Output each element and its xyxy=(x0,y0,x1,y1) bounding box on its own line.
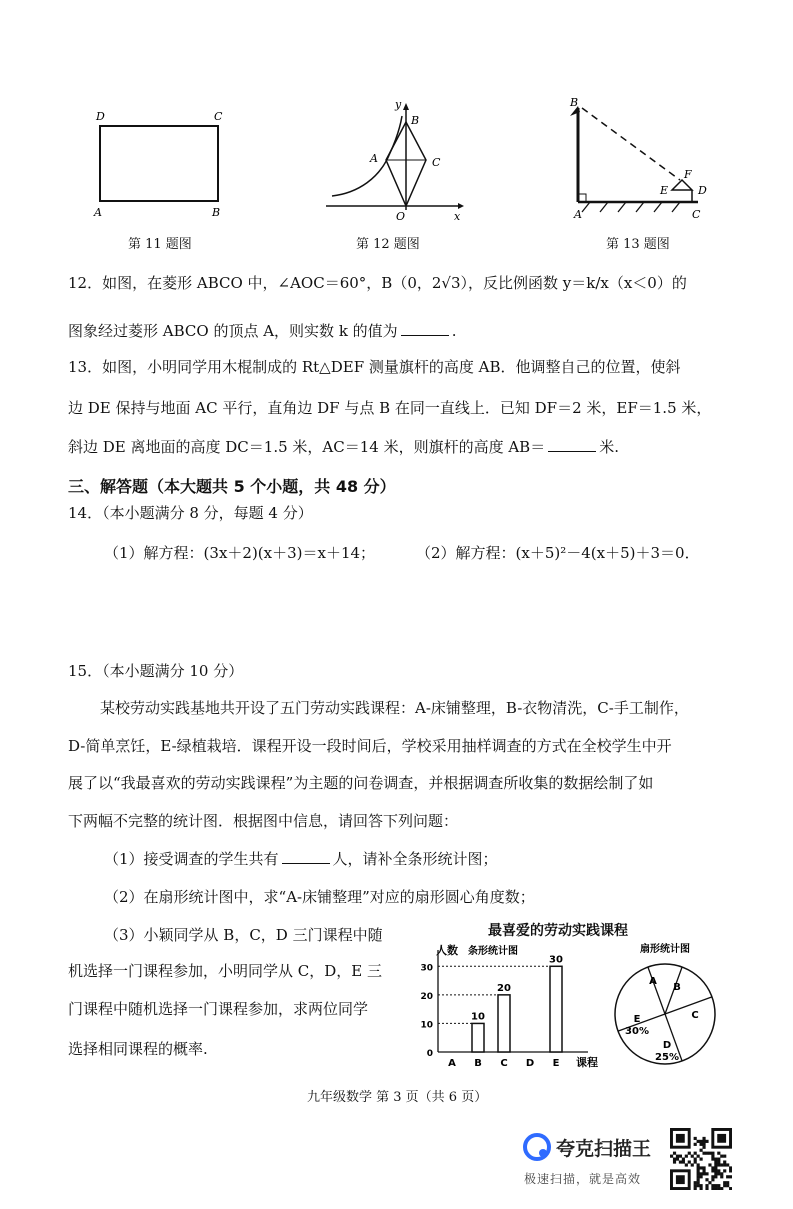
q13-line1: 13．如图，小明同学用木棍制成的 Rt△DEF 测量旗杆的高度 AB．他调整自己的位置，使斜 xyxy=(68,358,681,376)
qr-module xyxy=(717,1160,720,1163)
bar-label-E: 30 xyxy=(549,954,563,966)
qr-module xyxy=(673,1152,676,1155)
q12-line2 xyxy=(68,320,456,342)
bar-chart-ylabel: 人数 xyxy=(436,944,458,957)
q13-line3-end: 米. xyxy=(599,438,619,456)
figure-12 xyxy=(318,98,468,223)
qr-module xyxy=(705,1178,708,1181)
q15-part3-line3: 门课程中随机选择一门课程参加，求两位同学 xyxy=(68,1000,369,1018)
fig11-label-c: C xyxy=(214,110,223,123)
qr-module xyxy=(694,1158,697,1161)
fig12-label-x: x xyxy=(454,210,461,223)
qr-module xyxy=(723,1163,726,1166)
q13-line3 xyxy=(68,436,619,458)
qr-finder-inner xyxy=(676,1175,685,1184)
fig13-label-d: D xyxy=(698,184,707,197)
qr-module xyxy=(723,1184,726,1187)
qr-module xyxy=(720,1155,723,1158)
qr-module xyxy=(694,1137,697,1140)
qr-module xyxy=(711,1169,714,1172)
qr-module xyxy=(676,1158,679,1161)
qr-module xyxy=(729,1187,732,1190)
qr-module xyxy=(700,1149,703,1152)
qr-module xyxy=(723,1160,726,1163)
pie-percent-E: 30% xyxy=(625,1026,649,1037)
qr-module xyxy=(708,1163,711,1166)
qr-module xyxy=(705,1152,708,1155)
qr-module xyxy=(729,1166,732,1169)
pie-label-E: E xyxy=(633,1014,641,1025)
qr-module xyxy=(723,1181,726,1184)
qr-module xyxy=(694,1187,697,1190)
qr-module xyxy=(711,1155,714,1158)
qr-module xyxy=(670,1155,673,1158)
qr-module xyxy=(685,1155,688,1158)
qr-module xyxy=(711,1152,714,1155)
bar-label-C: 20 xyxy=(497,982,511,994)
qr-module xyxy=(697,1172,700,1175)
qr-module xyxy=(711,1175,714,1178)
page-footer: 九年级数学 第 3 页（共 6 页） xyxy=(307,1090,488,1105)
qr-module xyxy=(720,1175,723,1178)
q14-part2: （2）解方程：(x＋5)²－4(x＋5)＋3＝0． xyxy=(416,544,700,562)
qr-finder-inner xyxy=(676,1134,685,1143)
bar-chart-ytick-2: 20 xyxy=(420,991,433,1002)
q15-part3-line4: 选择相同课程的概率. xyxy=(68,1040,208,1058)
fig12-label-a: A xyxy=(370,152,378,165)
qr-module xyxy=(708,1181,711,1184)
qr-module xyxy=(682,1160,685,1163)
qr-module xyxy=(717,1169,720,1172)
qr-module xyxy=(714,1160,717,1163)
qr-module xyxy=(711,1178,714,1181)
q15-body4: 下两幅不完整的统计图．根据图中信息，请回答下列问题： xyxy=(68,812,459,830)
qr-module xyxy=(723,1169,726,1172)
fig11-label-a: A xyxy=(94,206,102,219)
q15-body2: D-简单烹饪，E-绿植栽培．课程开设一段时间后，学校采用抽样调查的方式在全校学生中开 xyxy=(68,737,672,755)
q13-line3-text: 斜边 DE 离地面的高度 DC＝1.5 米，AC＝14 米，则旗杆的高度 AB＝ xyxy=(68,438,546,456)
qr-module xyxy=(714,1163,717,1166)
qr-module xyxy=(700,1175,703,1178)
qr-module xyxy=(720,1187,723,1190)
fig13-label-b: B xyxy=(570,96,579,109)
qr-module xyxy=(682,1158,685,1161)
qr-module xyxy=(711,1184,714,1187)
qr-module xyxy=(711,1158,714,1161)
bar-chart-ytick-0: 0 xyxy=(426,1049,433,1059)
q13-answer-blank[interactable] xyxy=(548,437,596,452)
fig12-caption: 第 12 题图 xyxy=(356,237,420,252)
fig11-caption: 第 11 题图 xyxy=(128,237,192,252)
qr-module xyxy=(697,1166,700,1169)
qr-module xyxy=(714,1184,717,1187)
figure-13 xyxy=(560,96,720,226)
qr-module xyxy=(688,1160,691,1163)
qr-module xyxy=(717,1172,720,1175)
qr-module xyxy=(705,1140,708,1143)
pie-chart-title: 扇形统计图 xyxy=(640,944,690,955)
qr-module xyxy=(700,1172,703,1175)
qr-module xyxy=(726,1163,729,1166)
qr-module xyxy=(694,1143,697,1146)
qr-module xyxy=(694,1181,697,1184)
scanner-watermark xyxy=(520,1128,670,1188)
bar-B xyxy=(472,1023,484,1052)
qr-module xyxy=(711,1187,714,1190)
q15-body3: 展了以“我最喜欢的劳动实践课程”为主题的问卷调查，并根据调查所收集的数据绘制了如 xyxy=(68,774,654,792)
pie-label-B: B xyxy=(673,982,681,993)
qr-module xyxy=(697,1163,700,1166)
qr-module xyxy=(714,1166,717,1169)
qr-module xyxy=(729,1169,732,1172)
pie-chart xyxy=(600,940,730,1070)
qr-module xyxy=(717,1158,720,1161)
pie-label-C: C xyxy=(691,1010,699,1021)
q15-part1-text-a: （1）接受调查的学生共有 xyxy=(104,850,279,868)
qr-module xyxy=(729,1175,732,1178)
qr-module xyxy=(726,1181,729,1184)
qr-module xyxy=(726,1184,729,1187)
bar-E xyxy=(550,966,562,1052)
qr-module xyxy=(702,1143,705,1146)
qr-module xyxy=(679,1155,682,1158)
fig11-label-d: D xyxy=(96,110,105,123)
pie-label-D: D xyxy=(662,1040,672,1051)
qr-module xyxy=(711,1166,714,1169)
qr-module xyxy=(708,1152,711,1155)
bar-chart-category-E: E xyxy=(552,1058,560,1069)
scanner-logo-icon xyxy=(522,1132,552,1162)
q14-part1: （1）解方程：(3x＋2)(x＋3)＝x＋14； xyxy=(104,544,376,562)
q15-part1-text-b: 人，请补全条形统计图； xyxy=(332,850,498,868)
pie-percent-D: 25% xyxy=(655,1052,679,1063)
bar-chart-ytick-1: 10 xyxy=(420,1020,433,1031)
scanner-brand: 夸克扫描王 xyxy=(556,1138,652,1160)
bar-chart-category-C: C xyxy=(500,1058,508,1069)
qr-module xyxy=(720,1172,723,1175)
qr-module xyxy=(691,1155,694,1158)
fig12-label-b: B xyxy=(411,114,420,127)
bar-label-B: 10 xyxy=(471,1011,485,1023)
bar-chart xyxy=(410,940,600,1070)
qr-module xyxy=(700,1143,703,1146)
qr-module xyxy=(697,1140,700,1143)
chart-main-title: 最喜爱的劳动实践课程 xyxy=(488,923,628,939)
bar-chart-category-D: D xyxy=(525,1058,535,1069)
q15-answer-blank[interactable] xyxy=(282,849,330,864)
fig13-caption: 第 13 题图 xyxy=(606,237,670,252)
fig13-label-a: A xyxy=(574,208,582,221)
qr-module xyxy=(705,1187,708,1190)
fig11-label-b: B xyxy=(212,206,221,219)
scanner-slogan: 极速扫描，就是高效 xyxy=(524,1172,642,1186)
qr-code-icon xyxy=(670,1128,732,1190)
qr-module xyxy=(700,1158,703,1161)
qr-module xyxy=(694,1160,697,1163)
q12-answer-blank[interactable] xyxy=(401,321,449,336)
qr-module xyxy=(714,1187,717,1190)
bar-chart-subtitle: 条形统计图 xyxy=(468,946,518,957)
qr-module xyxy=(702,1140,705,1143)
q13-line2: 边 DE 保持与地面 AC 平行，直角边 DF 与点 B 在同一直线上．已知 DF＝2 米，EF＝1.5 米， xyxy=(68,399,712,417)
qr-module xyxy=(694,1184,697,1187)
q15-body1: 某校劳动实践基地共开设了五门劳动实践课程：A-床铺整理，B-衣物清洗，C-手工制作， xyxy=(100,699,689,717)
qr-module xyxy=(700,1140,703,1143)
bar-chart-category-A: A xyxy=(448,1058,456,1069)
qr-module xyxy=(714,1172,717,1175)
qr-module xyxy=(705,1172,708,1175)
qr-module xyxy=(702,1169,705,1172)
qr-module xyxy=(717,1184,720,1187)
q12-line2-end: . xyxy=(451,322,457,340)
qr-module xyxy=(676,1155,679,1158)
q14-head: 14．（本小题满分 8 分，每题 4 分） xyxy=(68,504,313,522)
fig13-label-e: E xyxy=(660,184,669,197)
qr-module xyxy=(702,1137,705,1140)
qr-module xyxy=(717,1187,720,1190)
fig12-label-o: O xyxy=(396,210,406,223)
qr-module xyxy=(714,1158,717,1161)
qr-module xyxy=(697,1181,700,1184)
qr-module xyxy=(717,1152,720,1155)
bar-chart-ytick-3: 30 xyxy=(420,963,433,974)
qr-module xyxy=(697,1169,700,1172)
qr-module xyxy=(717,1163,720,1166)
qr-module xyxy=(673,1158,676,1161)
qr-module xyxy=(700,1187,703,1190)
fig12-label-y: y xyxy=(395,98,402,111)
qr-module xyxy=(700,1184,703,1187)
qr-module xyxy=(714,1175,717,1178)
qr-module xyxy=(685,1163,688,1166)
qr-module xyxy=(694,1152,697,1155)
qr-module xyxy=(702,1152,705,1155)
qr-module xyxy=(723,1155,726,1158)
qr-module xyxy=(720,1163,723,1166)
bar-C xyxy=(498,995,510,1052)
fig12-label-c: C xyxy=(432,156,441,169)
qr-module xyxy=(679,1160,682,1163)
qr-module xyxy=(726,1175,729,1178)
qr-finder-inner xyxy=(717,1134,726,1143)
qr-module xyxy=(697,1184,700,1187)
q15-part3-line2: 机选择一门课程参加，小明同学从 C，D，E 三 xyxy=(68,962,382,980)
qr-module xyxy=(714,1169,717,1172)
q12-line2-text: 图象经过菱形 ABCO 的顶点 A，则实数 k 的值为 xyxy=(68,322,398,340)
section-3-title: 三、解答题（本大题共 5 个小题，共 48 分） xyxy=(68,477,396,496)
q15-head: 15．（本小题满分 10 分） xyxy=(68,662,244,680)
q12-line1: 12．如图，在菱形 ABCO 中，∠AOC＝60°，B（0，2√3），反比例函数 y＝k/x（x＜0）的 xyxy=(68,274,687,292)
qr-module xyxy=(705,1184,708,1187)
qr-module xyxy=(702,1166,705,1169)
bar-chart-xlabel: 课程 xyxy=(576,1056,598,1069)
qr-module xyxy=(673,1160,676,1163)
qr-module xyxy=(688,1152,691,1155)
bar-chart-category-B: B xyxy=(474,1058,482,1069)
figure-11 xyxy=(90,108,230,223)
q15-part3-line1: （3）小颖同学从 B，C，D 三门课程中随 xyxy=(104,926,383,944)
fig13-label-f: F xyxy=(684,168,692,181)
qr-module xyxy=(702,1146,705,1149)
q15-part1 xyxy=(104,848,498,870)
qr-module xyxy=(697,1155,700,1158)
qr-module xyxy=(697,1175,700,1178)
qr-module xyxy=(700,1166,703,1169)
q15-part2: （2）在扇形统计图中，求“A-床铺整理”对应的扇形圆心角度数； xyxy=(104,888,535,906)
fig13-label-c: C xyxy=(692,208,701,221)
qr-module xyxy=(691,1163,694,1166)
qr-module xyxy=(697,1178,700,1181)
pie-label-A: A xyxy=(649,976,657,987)
qr-module xyxy=(702,1172,705,1175)
